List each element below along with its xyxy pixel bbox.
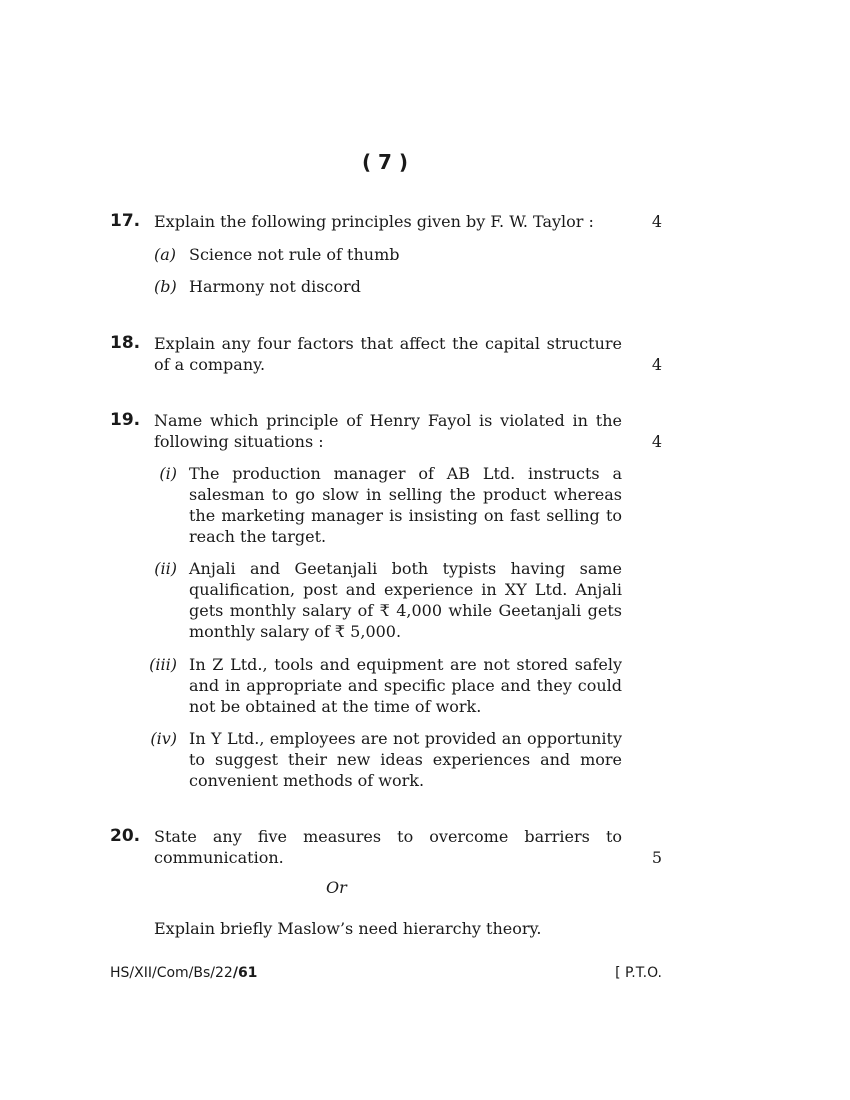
question-text: Name which principle of Henry Fayol is violated in the following situations :: [154, 411, 622, 451]
question-marks: 4: [651, 432, 662, 451]
question-number: 20.: [110, 826, 141, 846]
question-number: 19.: [110, 410, 141, 430]
sub-question-text: In Z Ltd., tools and equipment are not stored safely and in appropriate and specific place and they could not be obtained at the time of work.: [189, 655, 622, 716]
question-marks: 4: [651, 212, 662, 231]
sub-question-label: (iii): [149, 655, 177, 674]
question-text: Explain the following principles given by F. W. Taylor :: [154, 212, 594, 231]
or-separator: Or: [326, 878, 347, 897]
question-number: 18.: [110, 333, 141, 353]
sub-question-label: (i): [159, 464, 177, 483]
sub-question-label: (a): [154, 245, 177, 264]
question-text: Explain any four factors that affect the capital structure of a company.: [154, 334, 622, 374]
question-text: State any five measures to overcome barriers to communication.: [154, 827, 622, 867]
question-marks: 5: [651, 848, 662, 867]
sub-question-text: Harmony not discord: [189, 277, 361, 296]
sub-question-text: In Y Ltd., employees are not provided an opportunity to suggest their new ideas experiences and more convenient methods of work.: [189, 729, 622, 790]
paper-code-prefix: HS/XII/Com/Bs/22: [110, 965, 233, 981]
sub-question-label: (b): [154, 277, 177, 296]
sub-question-text: Anjali and Geetanjali both typists having same qualification, post and experience in XY Ltd. Anjali gets monthly salary of ₹ 4,000 while Geetanjali gets monthly salary of ₹ 5,000.: [189, 559, 622, 641]
sub-question-label: (iv): [150, 729, 177, 748]
question-number: 17.: [110, 211, 141, 231]
sub-question-label: (ii): [154, 559, 177, 578]
paper-code-suffix: /61: [232, 965, 258, 981]
sub-question-text: The production manager of AB Ltd. instructs a salesman to go slow in selling the product whereas the marketing manager is insisting on fast selling to reach the target.: [189, 464, 622, 546]
alternative-question-text: Explain briefly Maslow’s need hierarchy theory.: [154, 919, 542, 938]
page-number: ( 7 ): [361, 150, 409, 174]
question-marks: 4: [651, 355, 662, 374]
pto-label: [ P.T.O.: [615, 965, 662, 981]
paper-code: [110, 965, 257, 981]
sub-question-text: Science not rule of thumb: [189, 245, 400, 264]
